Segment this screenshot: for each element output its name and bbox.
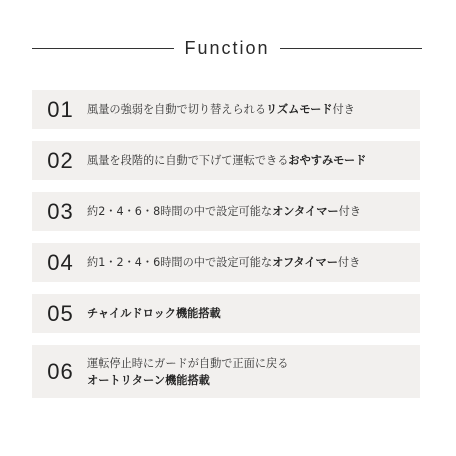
item-number: 02 bbox=[47, 147, 74, 173]
item-description: 風量の強弱を自動で切り替えられるリズムモード付き bbox=[87, 103, 355, 116]
function-item-04 bbox=[32, 243, 420, 282]
item-description: 約1・2・4・6時間の中で設定可能なオフタイマー付き bbox=[87, 256, 361, 269]
item-number: 01 bbox=[47, 96, 74, 122]
function-item-03 bbox=[32, 192, 420, 231]
function-item-02 bbox=[32, 141, 420, 180]
item-number: 03 bbox=[47, 198, 74, 224]
function-item-05 bbox=[32, 294, 420, 333]
function-list bbox=[32, 90, 420, 410]
header-rule-right bbox=[280, 48, 422, 49]
item-description: 約2・4・6・8時間の中で設定可能なオンタイマー付き bbox=[87, 205, 361, 218]
item-description: チャイルドロック機能搭載 bbox=[87, 307, 221, 320]
function-item-01 bbox=[32, 90, 420, 129]
item-number: 05 bbox=[47, 300, 74, 326]
item-description: 運転停止時にガードが自動で正面に戻る オートリターン機能搭載 bbox=[87, 356, 289, 387]
header-rule-left bbox=[32, 48, 174, 49]
section-title: Function bbox=[184, 37, 270, 58]
section-header bbox=[32, 36, 422, 60]
item-number: 04 bbox=[47, 249, 74, 275]
item-description: 風量を段階的に自動で下げて運転できるおやすみモード bbox=[87, 154, 367, 167]
function-item-06 bbox=[32, 345, 420, 398]
item-number: 06 bbox=[47, 358, 74, 384]
